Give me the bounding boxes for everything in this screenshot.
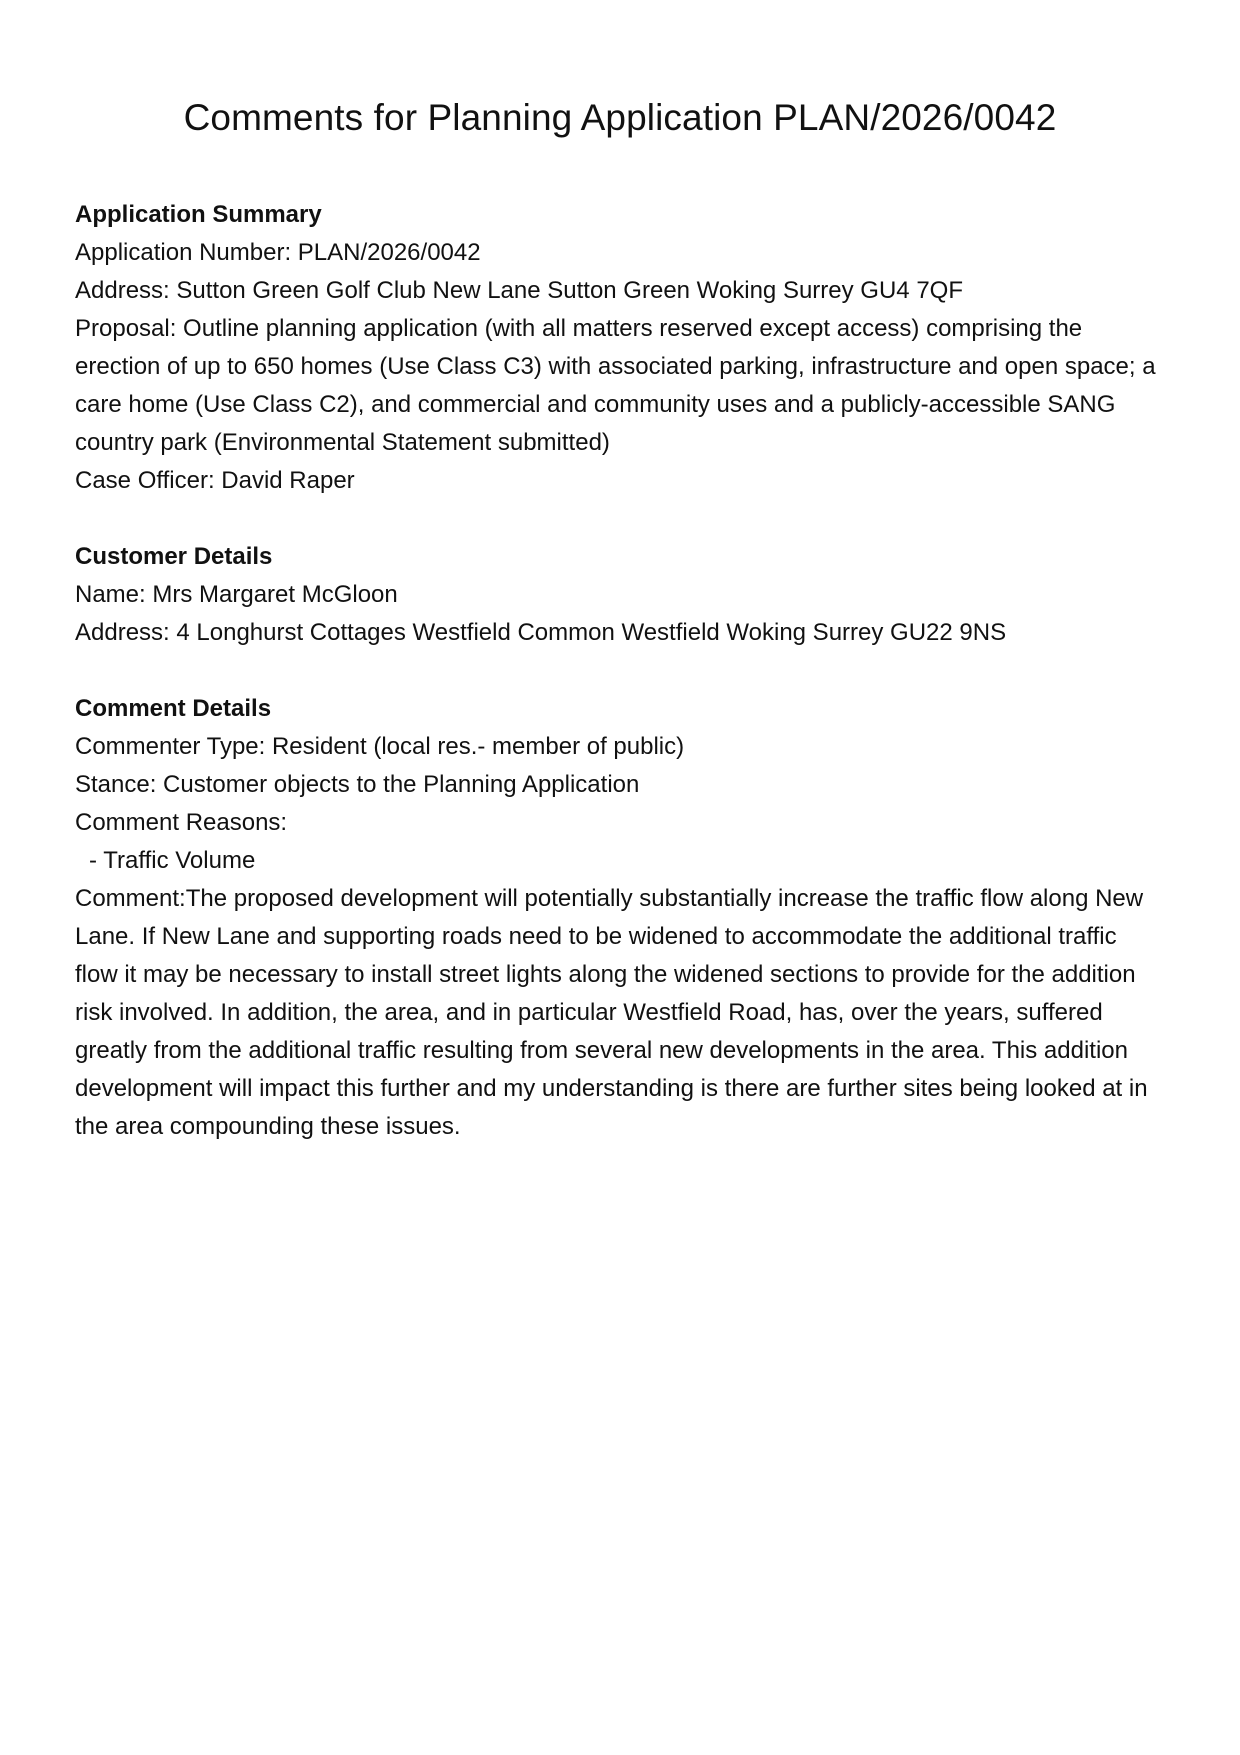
page-title: Comments for Planning Application PLAN/2026/0042 [183, 97, 1057, 138]
application-summary-heading: Application Summary [75, 201, 322, 228]
customer-details-section [75, 538, 1165, 652]
comment-reason-item: - Traffic Volume [89, 847, 256, 874]
application-proposal: Proposal: Outline planning application (with all matters reserved except access) comprising the erection of up to 650 homes (Use Class C3) with associated parking, infrastructure and open space; a care home (Use Class C2), and commercial and community uses and a publicly-accessible SANG country park (Environmental Statement submitted) [75, 315, 1163, 456]
case-officer: Case Officer: David Raper [75, 467, 355, 494]
comment-stance: Stance: Customer objects to the Planning Application [75, 771, 640, 798]
comment-details-section [75, 690, 1165, 1146]
comment-reasons-label: Comment Reasons: [75, 809, 288, 836]
commenter-type: Commenter Type: Resident (local res.- member of public) [75, 733, 685, 760]
comment-text: Comment:The proposed development will potentially substantially increase the traffic flow along New Lane. If New Lane and supporting roads need to be widened to accommodate the additional traffic flow it may be necessary to install street lights along the widened sections to provide for the addition risk involved. In addition, the area, and in particular Westfield Road, has, over the years, suffered greatly from the additional traffic resulting from several new developments in the area. This addition development will impact this further and my understanding is there are further sites being looked at in the area compounding these issues. [75, 885, 1155, 1140]
customer-address: Address: 4 Longhurst Cottages Westfield Common Westfield Woking Surrey GU22 9NS [75, 619, 1007, 646]
application-number: Application Number: PLAN/2026/0042 [75, 239, 481, 266]
customer-details-heading: Customer Details [75, 543, 273, 570]
customer-name: Name: Mrs Margaret McGloon [75, 581, 398, 608]
application-address: Address: Sutton Green Golf Club New Lane Sutton Green Woking Surrey GU4 7QF [75, 277, 963, 304]
application-summary-section [75, 196, 1165, 500]
comment-details-heading: Comment Details [75, 695, 272, 722]
